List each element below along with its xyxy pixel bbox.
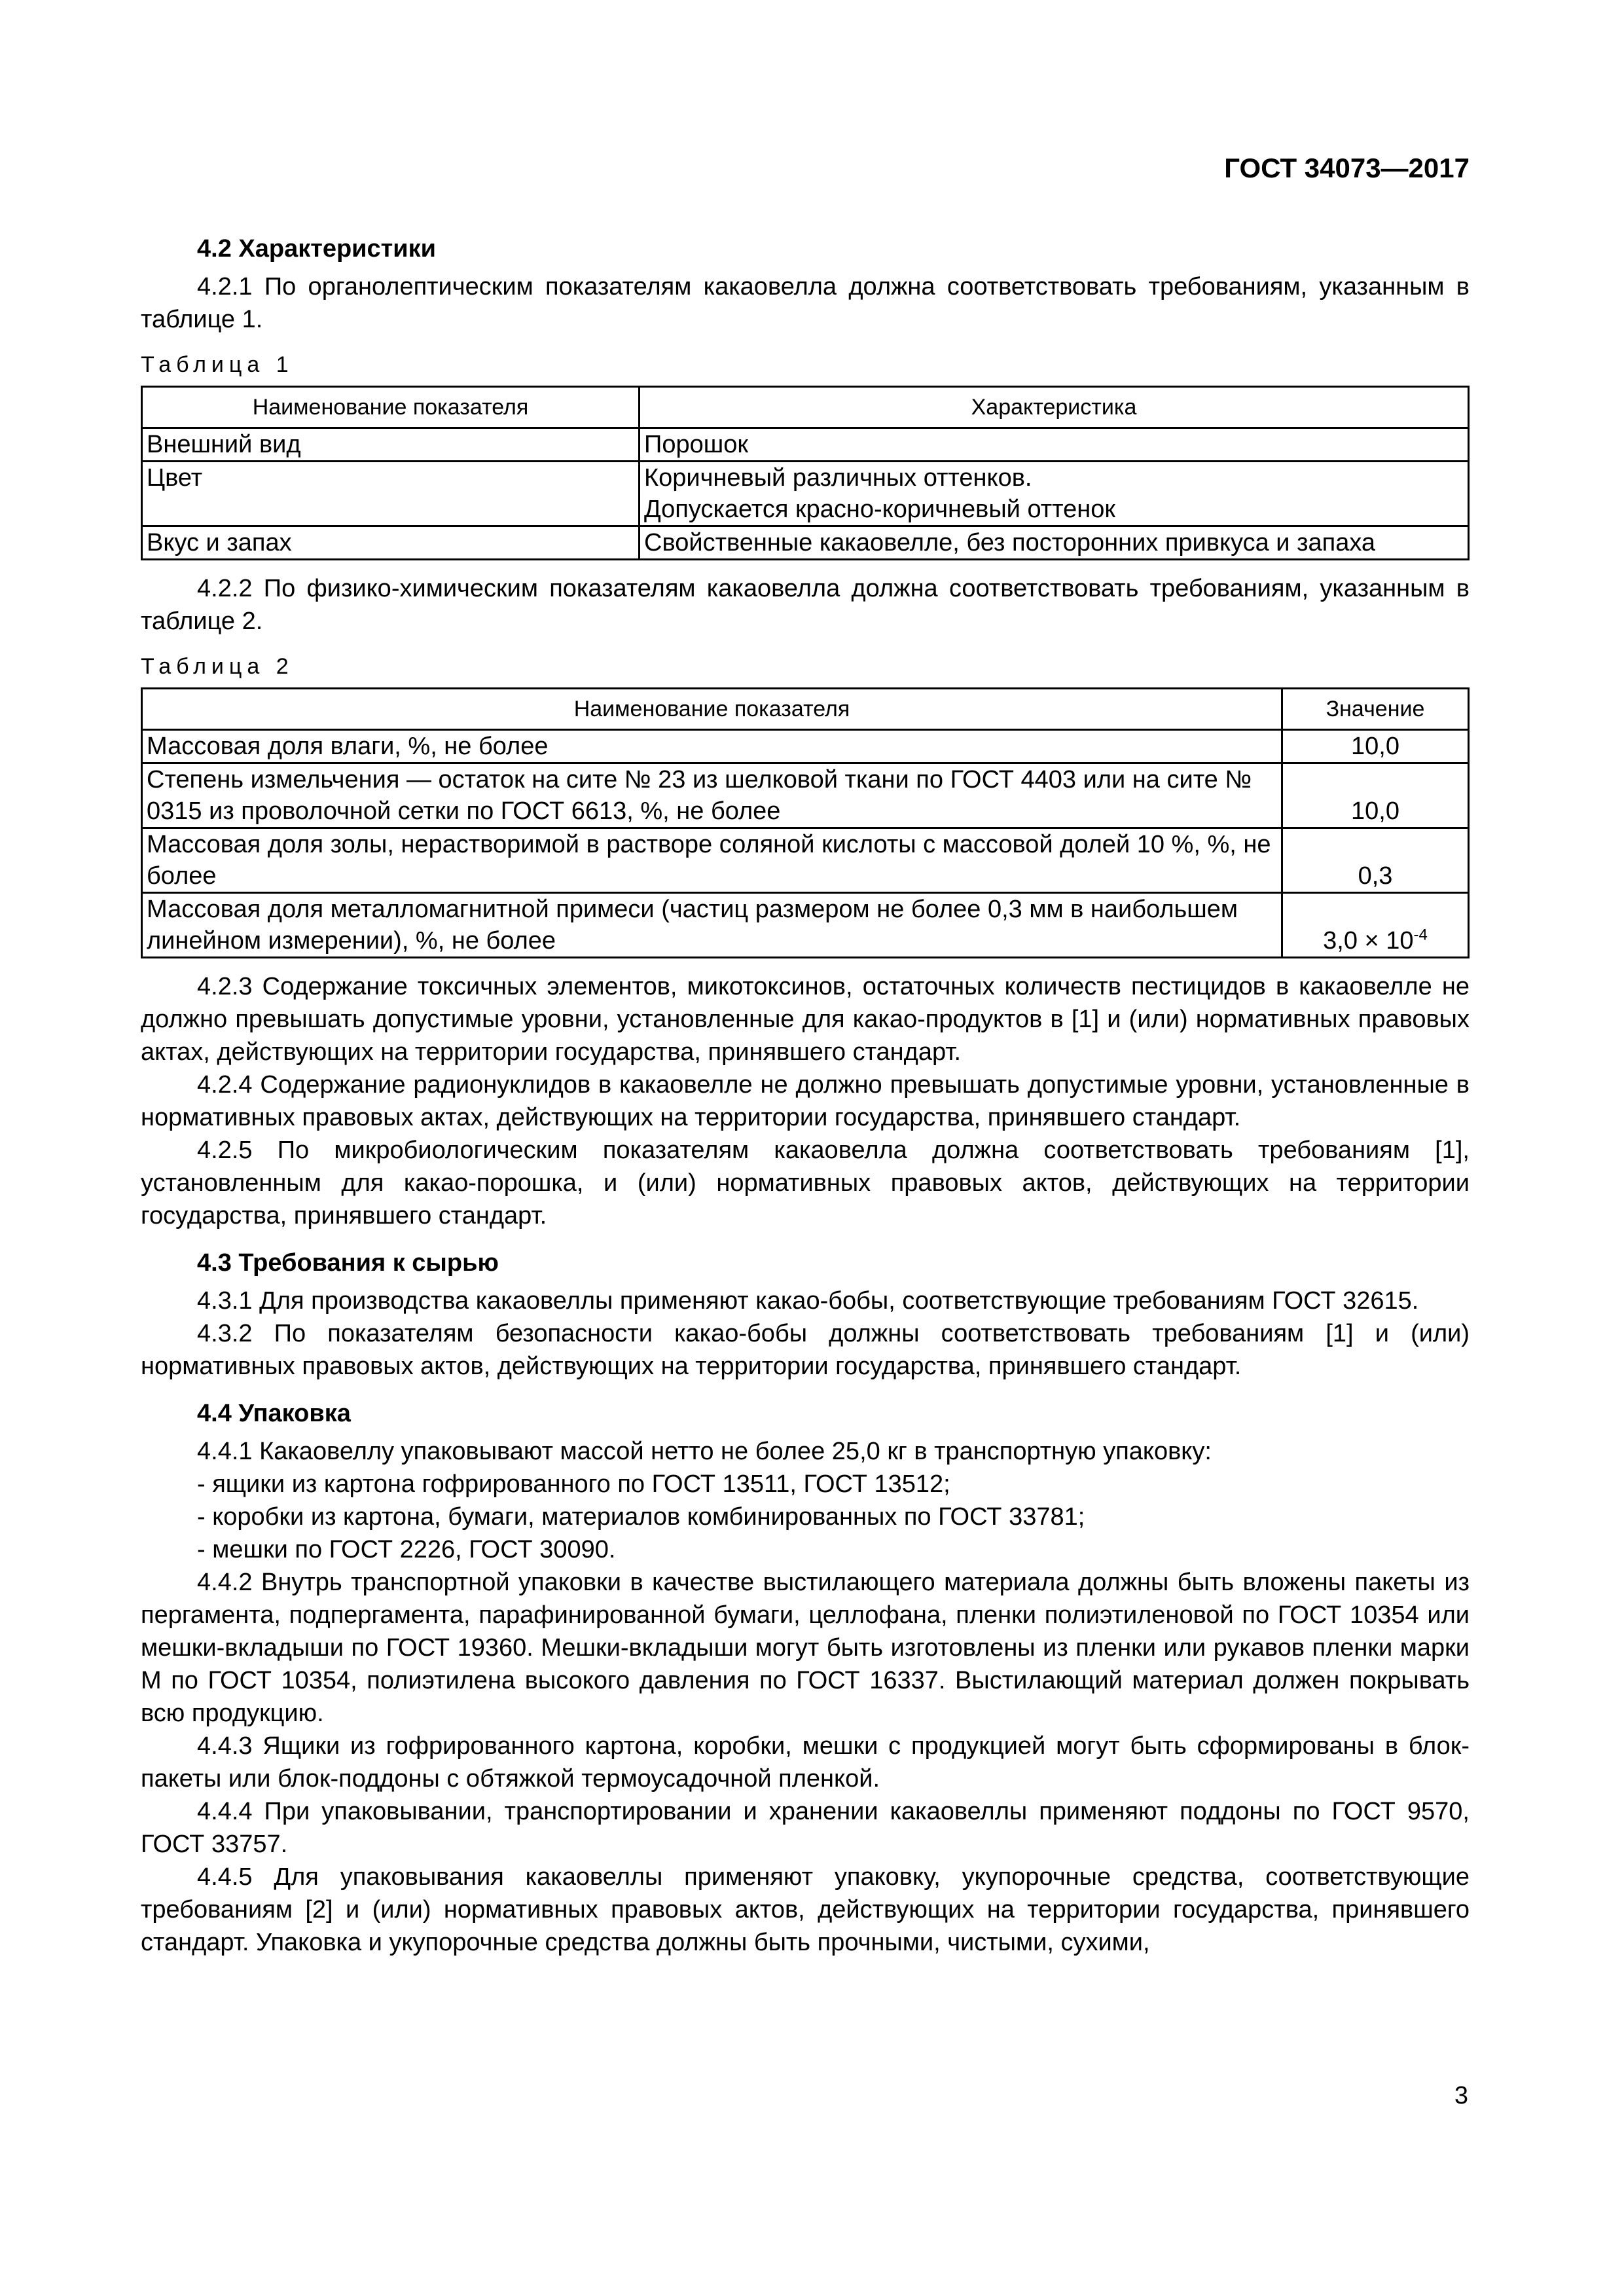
table-1	[141, 386, 1470, 560]
table-header-cell: Наименование показателя	[142, 689, 1282, 730]
table-row	[142, 526, 1469, 560]
table-row	[142, 893, 1469, 958]
value-base: 3,0 × 10	[1323, 927, 1414, 955]
table-cell: 0,3	[1282, 828, 1469, 893]
list-item: - коробки из картона, бумаги, материалов комбинированных по ГОСТ 33781;	[197, 1503, 1085, 1531]
table-2	[141, 687, 1470, 958]
paragraph-4-2-3: 4.2.3 Содержание токсичных элементов, микотоксинов, остаточных количеств пестицидов в какаовелле не должно превышать допустимые уровни, установленные для какао-продуктов в [1] и (или) нормативных правовых актах, действующих на территории государства, принявшего стандарт.	[141, 973, 1470, 1066]
table-cell: 10,0	[1282, 730, 1469, 763]
table-cell: Свойственные какаовелле, без посторонних привкуса и запаха	[640, 526, 1469, 560]
table-1-caption: Таблица 1	[141, 352, 294, 377]
section-4-3-title: 4.3 Требования к сырью	[197, 1249, 499, 1277]
paragraph-4-2-2: 4.2.2 По физико-химическим показателям какаовелла должна соответствовать требованиям, указанным в таблице 2.	[141, 575, 1470, 635]
paragraph-4-2-4: 4.2.4 Содержание радионуклидов в какаовелле не должно превышать допустимые уровни, установленные в нормативных правовых актах, действующих на территории государства, принявшего стандарт.	[141, 1071, 1470, 1131]
paragraph-4-4-2: 4.4.2 Внутрь транспортной упаковки в качестве выстилающего материала должны быть вложены пакеты из пергамента, подпергамента, парафинированной бумаги, целлофана, пленки полиэтиленовой по ГОСТ 10354 или мешки-вкладыши по ГОСТ 19360. Мешки-вкладыши могут быть изготовлены из пленки или рукавов пленки марки М по ГОСТ 10354, полиэтилена высокого давления по ГОСТ 16337. Выстилающий материал должен покрывать всю продукцию.	[141, 1569, 1470, 1727]
table-header-row	[142, 387, 1469, 428]
table-row	[142, 428, 1469, 462]
table-cell: Внешний вид	[142, 428, 640, 462]
table-cell: Цвет	[142, 462, 640, 526]
paragraph-4-4-5: 4.4.5 Для упаковывания какаовеллы применяют упаковку, укупорочные средства, соответствующие требованиям [2] и (или) нормативных правовых актов, действующих на территории государства, принявшего стандарт. Упаковка и укупорочные средства должны быть прочными, чистыми, сухими,	[141, 1863, 1470, 1956]
table-cell: 10,0	[1282, 763, 1469, 828]
table-cell: Массовая доля золы, нерастворимой в растворе соляной кислоты с массовой долей 10 %, %, не более	[142, 828, 1282, 893]
table-cell: Вкус и запах	[142, 526, 640, 560]
table-cell: Массовая доля металломагнитной примеси (частиц размером не более 0,3 мм в наибольшем линейном измерении), %, не более	[142, 893, 1282, 958]
paragraph-4-4-1: 4.4.1 Какаовеллу упаковывают массой нетто не более 25,0 кг в транспортную упаковку:	[197, 1438, 1212, 1465]
page-number: 3	[1454, 2082, 1468, 2109]
paragraph-4-2-5: 4.2.5 По микробиологическим показателям какаовелла должна соответствовать требованиям [1], установленным для какао-порошка, и (или) нормативных правовых актов, действующих на территории государства, принявшего стандарт.	[141, 1137, 1470, 1230]
table-cell: Степень измельчения — остаток на сите № 23 из шелковой ткани по ГОСТ 4403 или на сите № 0315 из проволочной сетки по ГОСТ 6613, %, не более	[142, 763, 1282, 828]
paragraph-4-3-1: 4.3.1 Для производства какаовеллы применяют какао-бобы, соответствующие требованиям ГОСТ 32615.	[197, 1287, 1419, 1315]
table-row	[142, 730, 1469, 763]
table-cell: Порошок	[640, 428, 1469, 462]
paragraph-4-4-4: 4.4.4 При упаковывании, транспортировании и хранении какаовеллы применяют поддоны по ГОСТ 9570, ГОСТ 33757.	[141, 1798, 1470, 1858]
table-row	[142, 462, 1469, 526]
table-2-caption: Таблица 2	[141, 654, 294, 679]
table-header-cell: Наименование показателя	[142, 387, 640, 428]
table-header-cell: Значение	[1282, 689, 1469, 730]
paragraph-4-4-3: 4.4.3 Ящики из гофрированного картона, коробки, мешки с продукцией могут быть сформированы в блок-пакеты или блок-поддоны с обтяжкой термоусадочной пленкой.	[141, 1732, 1470, 1793]
document-body	[141, 232, 1470, 1959]
table-cell	[1282, 893, 1469, 958]
table-row	[142, 828, 1469, 893]
list-item: - мешки по ГОСТ 2226, ГОСТ 30090.	[197, 1536, 616, 1563]
value-exponent: -4	[1413, 926, 1428, 944]
paragraph-4-2-1: 4.2.1 По органолептическим показателям какаовелла должна соответствовать требованиям, указанным в таблице 1.	[141, 273, 1470, 333]
table-header-row	[142, 689, 1469, 730]
table-header-cell: Характеристика	[640, 387, 1469, 428]
section-4-4-title: 4.4 Упаковка	[197, 1400, 351, 1427]
paragraph-4-3-2: 4.3.2 По показателям безопасности какао-бобы должны соответствовать требованиям [1] и (или) нормативных правовых актов, действующих на территории государства, принявшего стандарт.	[141, 1320, 1470, 1380]
document-id: ГОСТ 34073—2017	[1224, 153, 1470, 183]
section-4-2-title: 4.2 Характеристики	[197, 235, 437, 263]
table-cell: Коричневый различных оттенков. Допускается красно-коричневый оттенок	[640, 462, 1469, 526]
table-cell: Массовая доля влаги, %, не более	[142, 730, 1282, 763]
list-item: - ящики из картона гофрированного по ГОСТ 13511, ГОСТ 13512;	[197, 1470, 950, 1498]
table-row	[142, 763, 1469, 828]
